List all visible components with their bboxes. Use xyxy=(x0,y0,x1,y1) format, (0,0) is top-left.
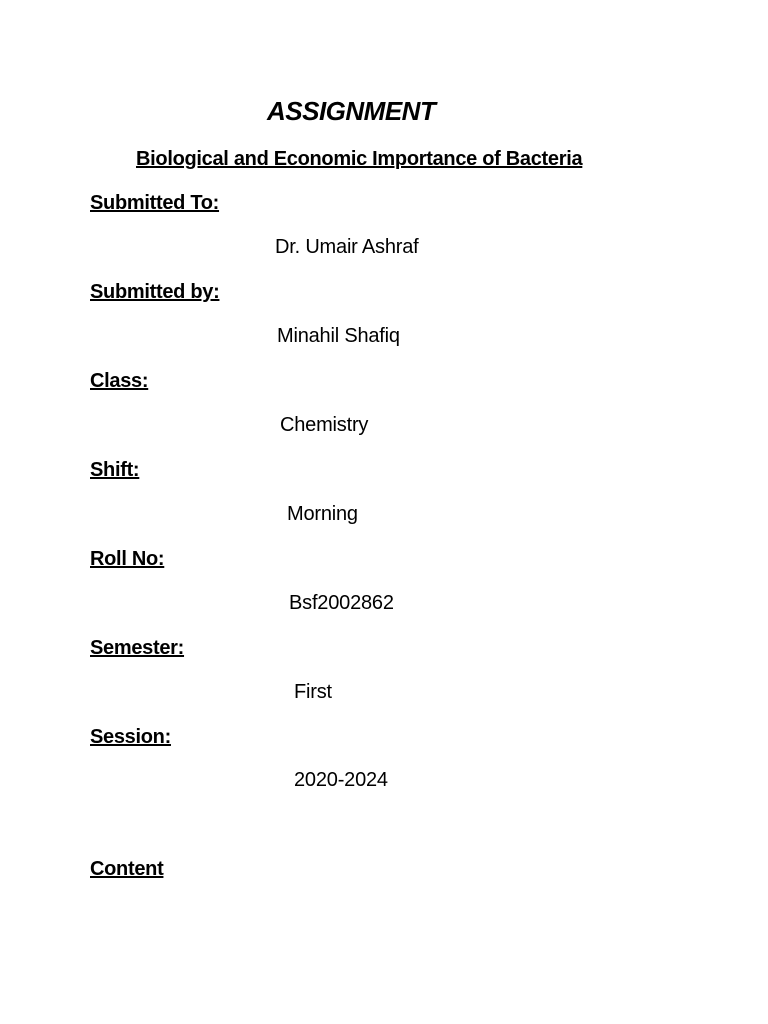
class-label: Class: xyxy=(90,370,149,392)
document-title: ASSIGNMENT xyxy=(267,96,436,126)
roll-no-value: Bsf2002862 xyxy=(289,592,394,614)
submitted-by-label: Submitted by: xyxy=(90,281,220,303)
semester-label: Semester: xyxy=(90,637,185,659)
shift-value: Morning xyxy=(287,503,358,525)
document-subtitle: Biological and Economic Importance of Bacteria xyxy=(136,148,583,170)
roll-no-label: Roll No: xyxy=(90,548,165,570)
content-heading: Content xyxy=(90,858,164,880)
session-value: 2020-2024 xyxy=(294,769,388,791)
submitted-to-value: Dr. Umair Ashraf xyxy=(275,236,419,258)
submitted-by-value: Minahil Shafiq xyxy=(277,325,400,347)
shift-label: Shift: xyxy=(90,459,140,481)
submitted-to-label: Submitted To: xyxy=(90,192,220,214)
semester-value: First xyxy=(294,681,332,703)
class-value: Chemistry xyxy=(280,414,369,436)
session-label: Session: xyxy=(90,726,171,748)
